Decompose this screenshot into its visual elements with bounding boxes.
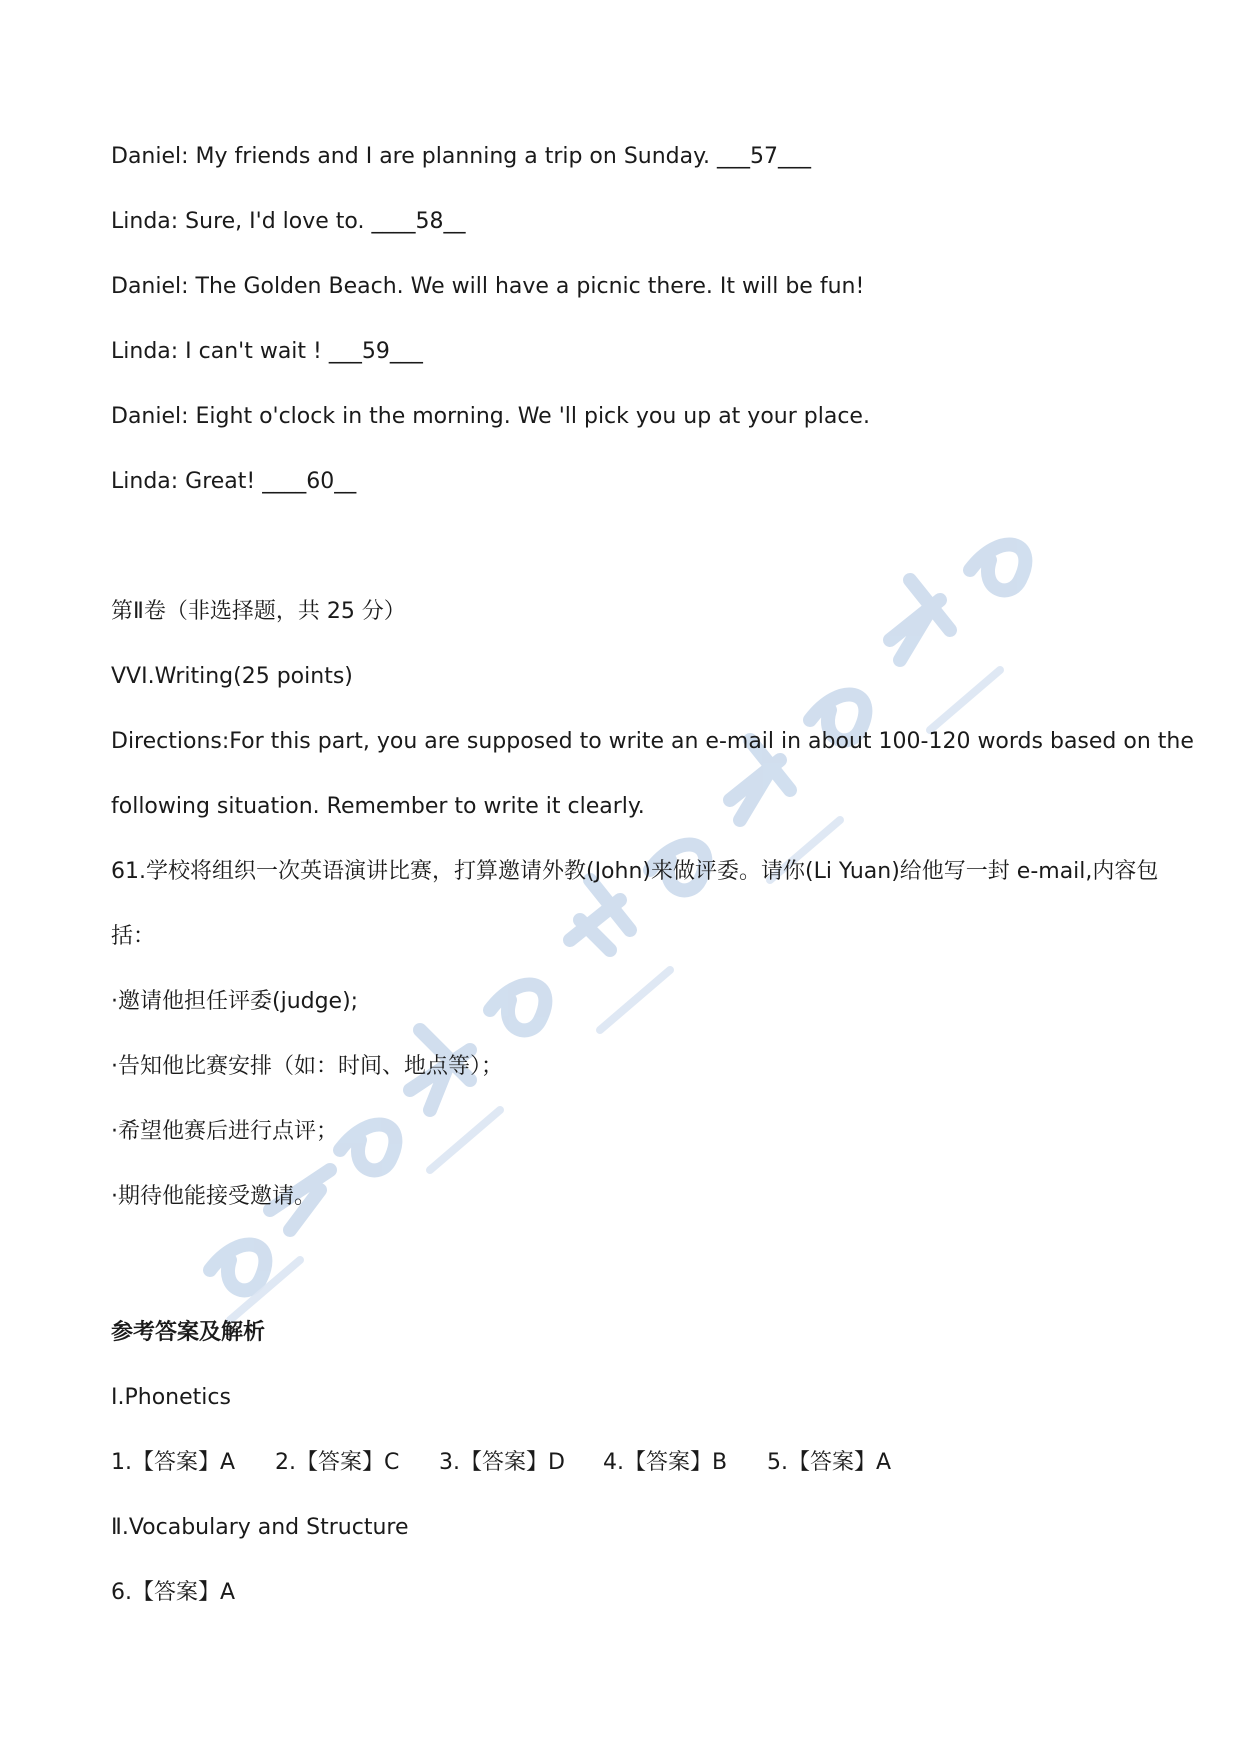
phonetics-title: I.Phonetics — [111, 1385, 231, 1410]
directions-line-1: Directions:For this part, you are supposed to write an e-mail in about 100-120 words based on the — [111, 729, 1194, 754]
dialogue-line-60: Linda: Great! ____60__ — [111, 469, 357, 494]
dialogue-line-59: Linda: I can't wait ! ___59___ — [111, 339, 423, 364]
dialogue-line-golden-beach: Daniel: The Golden Beach. We will have a picnic there. It will be fun! — [111, 274, 865, 299]
answer-item: 3.【答案】D — [439, 1450, 565, 1475]
answer-item: 4.【答案】B — [603, 1450, 728, 1475]
answer-item: 5.【答案】A — [767, 1450, 892, 1475]
dialogue-line-57: Daniel: My friends and I are planning a trip on Sunday. ___57___ — [111, 144, 811, 169]
answer-item: 1.【答案】A — [111, 1450, 236, 1475]
answers-heading: 参考答案及解析 — [111, 1320, 266, 1345]
answer-item: 2.【答案】C — [275, 1450, 400, 1475]
question-61-line-1: 61.学校将组织一次英语演讲比赛，打算邀请外教(John)来做评委。请你(Li Yuan)给他写一封 e-mail,内容包 — [111, 859, 1159, 884]
bullet-item: ·期待他能接受邀请。 — [111, 1184, 316, 1209]
bullet-item: ·邀请他担任评委(judge); — [111, 989, 359, 1014]
dialogue-line-eight-oclock: Daniel: Eight o'clock in the morning. We 'll pick you up at your place. — [111, 404, 870, 429]
dialogue-line-58: Linda: Sure, I'd love to. ____58__ — [111, 209, 466, 234]
bullet-item: ·告知他比赛安排（如：时间、地点等）； — [111, 1054, 503, 1079]
bullet-item: ·希望他赛后进行点评； — [111, 1119, 338, 1144]
section-title: 第Ⅱ卷（非选择题，共 25 分） — [111, 599, 406, 624]
directions-line-2: following situation. Remember to write it clearly. — [111, 794, 645, 819]
question-61-line-2: 括： — [111, 924, 156, 949]
writing-part-title: VVI.Writing(25 points) — [111, 664, 353, 689]
vocab-title: Ⅱ.Vocabulary and Structure — [111, 1515, 409, 1540]
answer-item: 6.【答案】A — [111, 1580, 236, 1605]
